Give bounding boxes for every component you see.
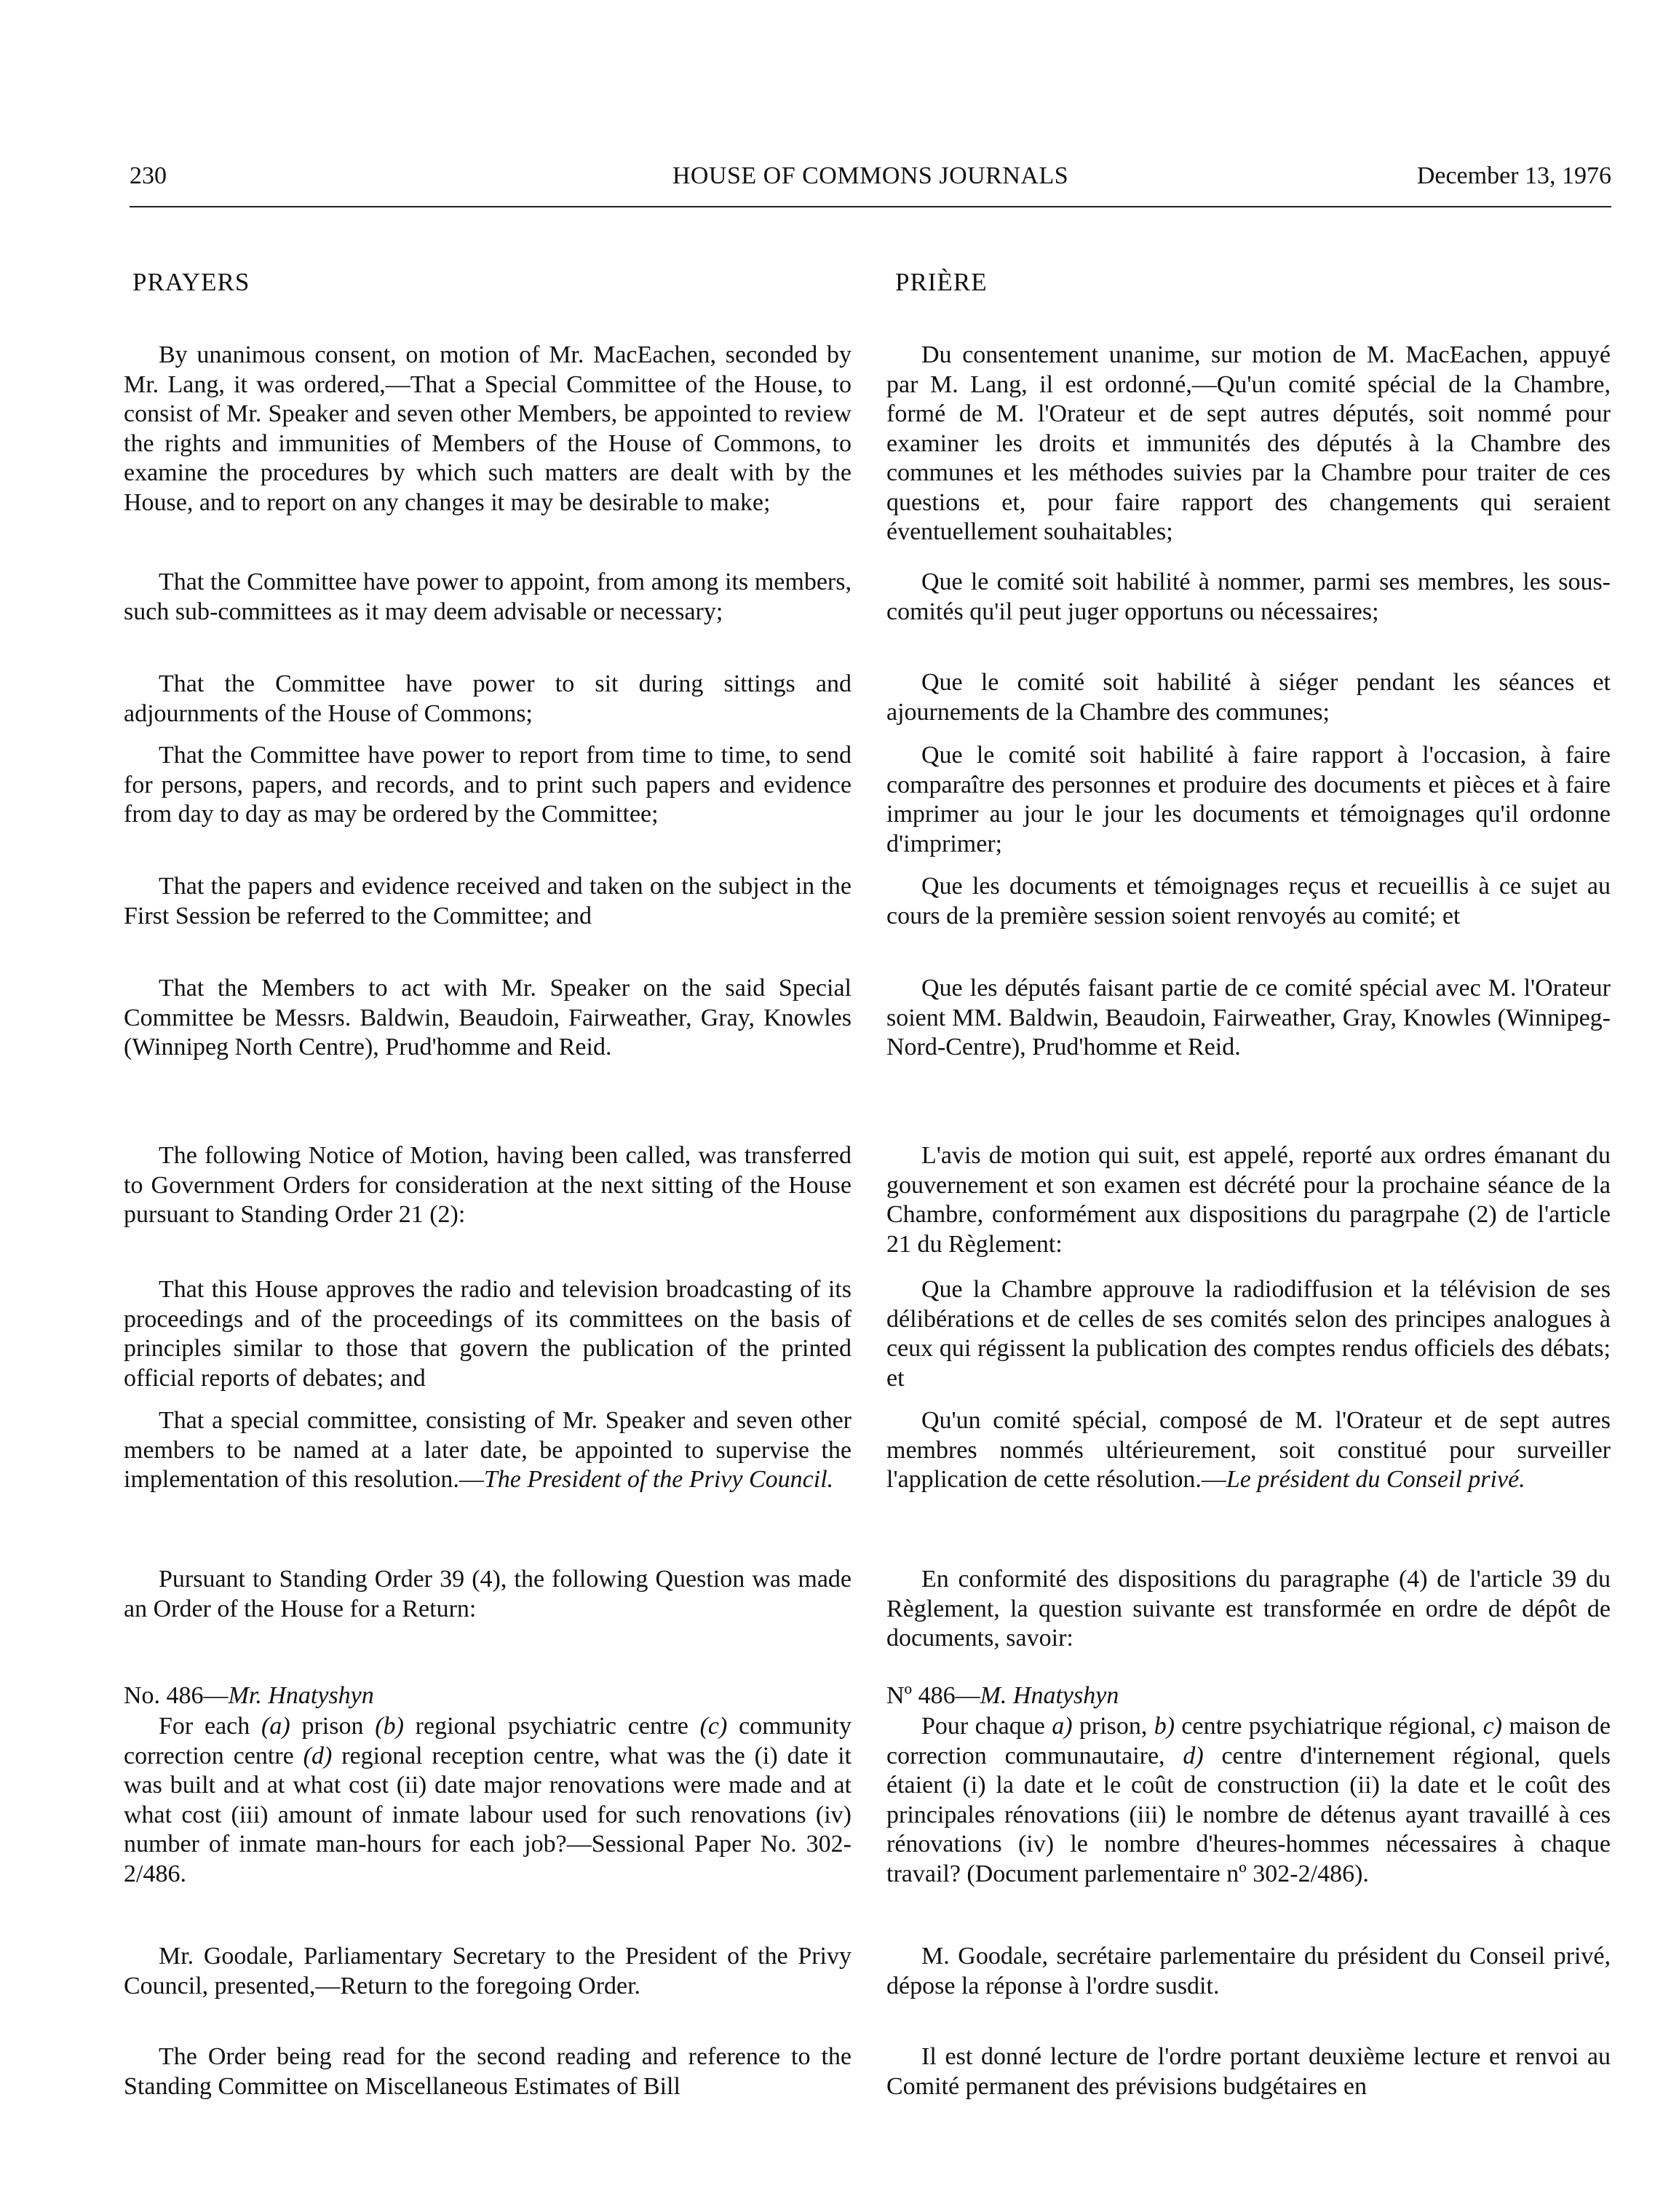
paragraph: Du consentement unanime, sur motion de M. MacEachen, appuyé par M. Lang, il est ordonné,—Qu'un comité spécial de la Chambre, formé de M. l'Orateur et de sept autres députés, soit nommé pour examiner les droits et immunités des députés à la Chambre des communes et les méthodes suivies par la Chambre pour traiter de ces questions et, pour faire rapport des changements qui seraient éventuellement souhaitables; <box>886 341 1611 545</box>
section-heading: PRAYERS <box>132 268 250 296</box>
question-text: For each (a) prison (b) regional psychiatric centre (c) community correction centre (d) regional reception centre, what was the (i) date it was built and at what cost (ii) date major renovations were made and at what cost (iii) amount of inmate labour used for such renovations (iv) number of inmate man-hours for each job?—Sessional Paper No. 302-2/486. <box>124 1713 852 1887</box>
paragraph: That the Committee have power to sit during sittings and adjournments of the House of Commons; <box>124 670 852 727</box>
paragraph: Il est donné lecture de l'ordre portant deuxième lecture et renvoi au Comité permanent des prévisions budgétaires en <box>886 2043 1611 2100</box>
paragraph: By unanimous consent, on motion of Mr. MacEachen, seconded by Mr. Lang, it was ordered,—That a Special Committee of the House, to consist of Mr. Speaker and seven other Members, be appointed to review the rights and immunities of Members of the House of Commons, to examine the procedures by which such matters are dealt with by the House, and to report on any changes it may be desirable to make; <box>124 341 852 516</box>
paragraph: That a special committee, consisting of Mr. Speaker and seven other members to be named at a later date, be appointed to supervise the implementation of this resolution.—The President of the Privy Council. <box>124 1407 852 1493</box>
paragraph: That the Committee have power to appoint, from among its members, such sub-committees as it may deem advisable or necessary; <box>124 568 852 625</box>
paragraph: Que les députés faisant partie de ce comité spécial avec M. l'Orateur soient MM. Baldwin, Beaudoin, Fairweather, Gray, Knowles (Winnipeg-Nord-Centre), Prud'homme et Reid. <box>886 975 1611 1061</box>
paragraph: That this House approves the radio and television broadcasting of its proceedings and of the proceedings of its committees on the basis of principles similar to those that govern the publication of the printed official reports of debates; and <box>124 1276 852 1392</box>
signature: Le président du Conseil privé. <box>1226 1466 1525 1493</box>
journal-date: December 13, 1976 <box>1416 162 1611 189</box>
paragraph: That the Members to act with Mr. Speaker on the said Special Committee be Messrs. Baldwin, Beaudoin, Fairweather, Gray, Knowles (Winnipeg North Centre), Prud'homme and Reid. <box>124 975 852 1061</box>
signature: The President of the Privy Council. <box>483 1466 834 1493</box>
paragraph: Pursuant to Standing Order 39 (4), the following Question was made an Order of the House for a Return: <box>124 1566 852 1622</box>
paragraph: L'avis de motion qui suit, est appelé, reporté aux ordres émanant du gouvernement et son examen est décrété pour la prochaine séance de la Chambre, conformément aux dispositions du paragrpahe (2) de l'article 21 du Règlement: <box>886 1142 1611 1258</box>
paragraph: The Order being read for the second reading and reference to the Standing Committee on Miscellaneous Estimates of Bill <box>124 2043 852 2100</box>
paragraph: That the Committee have power to report from time to time, to send for persons, papers, and records, and to print such papers and evidence from day to day as may be ordered by the Committee; <box>124 742 852 828</box>
paragraph: Qu'un comité spécial, composé de M. l'Orateur et de sept autres membres nommés ultérieurement, soit constitué pour surveiller l'application de cette résolution.—Le président du Conseil privé. <box>886 1407 1611 1493</box>
paragraph: Mr. Goodale, Parliamentary Secretary to the President of the Privy Council, presented,—Return to the foregoing Order. <box>124 1943 852 1999</box>
question-number: No. 486—Mr. Hnatyshyn <box>124 1682 374 1709</box>
question-text: Pour chaque a) prison, b) centre psychiatrique régional, c) maison de correction communautaire, d) centre d'internement régional, quels étaient (i) la date et le coût de construction (ii) la date et le coût des principales rénovations (iii) le nombre de détenus ayant travaillé à ces rénovations (iv) le nombre d'heures-hommes nécessaires à chaque travail? (Document parlementaire nº 302-2/486). <box>886 1713 1611 1887</box>
paragraph: The following Notice of Motion, having been called, was transferred to Government Orders for consideration at the next sitting of the House pursuant to Standing Order 21 (2): <box>124 1142 852 1228</box>
paragraph: En conformité des dispositions du paragraphe (4) de l'article 39 du Règlement, la question suivante est transformée en ordre de dépôt de documents, savoir: <box>886 1566 1611 1652</box>
paragraph: That the papers and evidence received and taken on the subject in the First Session be referred to the Committee; and <box>124 873 852 929</box>
paragraph: M. Goodale, secrétaire parlementaire du président du Conseil privé, dépose la réponse à l'ordre susdit. <box>886 1943 1611 1999</box>
page-number: 230 <box>130 162 167 189</box>
paragraph: Que le comité soit habilité à faire rapport à l'occasion, à faire comparaître des personnes et produire des documents et pièces et à faire imprimer au jour le jour les documents et témoignages qu'il ordonne d'imprimer; <box>886 742 1611 857</box>
page-header <box>130 162 1611 207</box>
journal-title: HOUSE OF COMMONS JOURNALS <box>672 162 1069 189</box>
paragraph: Que les documents et témoignages reçus et recueillis à ce sujet au cours de la première session soient renvoyés au comité; et <box>886 873 1611 929</box>
section-heading: PRIÈRE <box>895 268 988 296</box>
question-number: Nº 486—M. Hnatyshyn <box>886 1682 1119 1709</box>
paragraph: Que le comité soit habilité à siéger pendant les séances et ajournements de la Chambre des communes; <box>886 669 1611 726</box>
paragraph: Que la Chambre approuve la radiodiffusion et la télévision de ses délibérations et de celles de ses comités selon des principes analogues à ceux qui régissent la publication des comptes rendus officiels des débats; et <box>886 1276 1611 1392</box>
paragraph: Que le comité soit habilité à nommer, parmi ses membres, les sous-comités qu'il peut juger opportuns ou nécessaires; <box>886 568 1611 625</box>
